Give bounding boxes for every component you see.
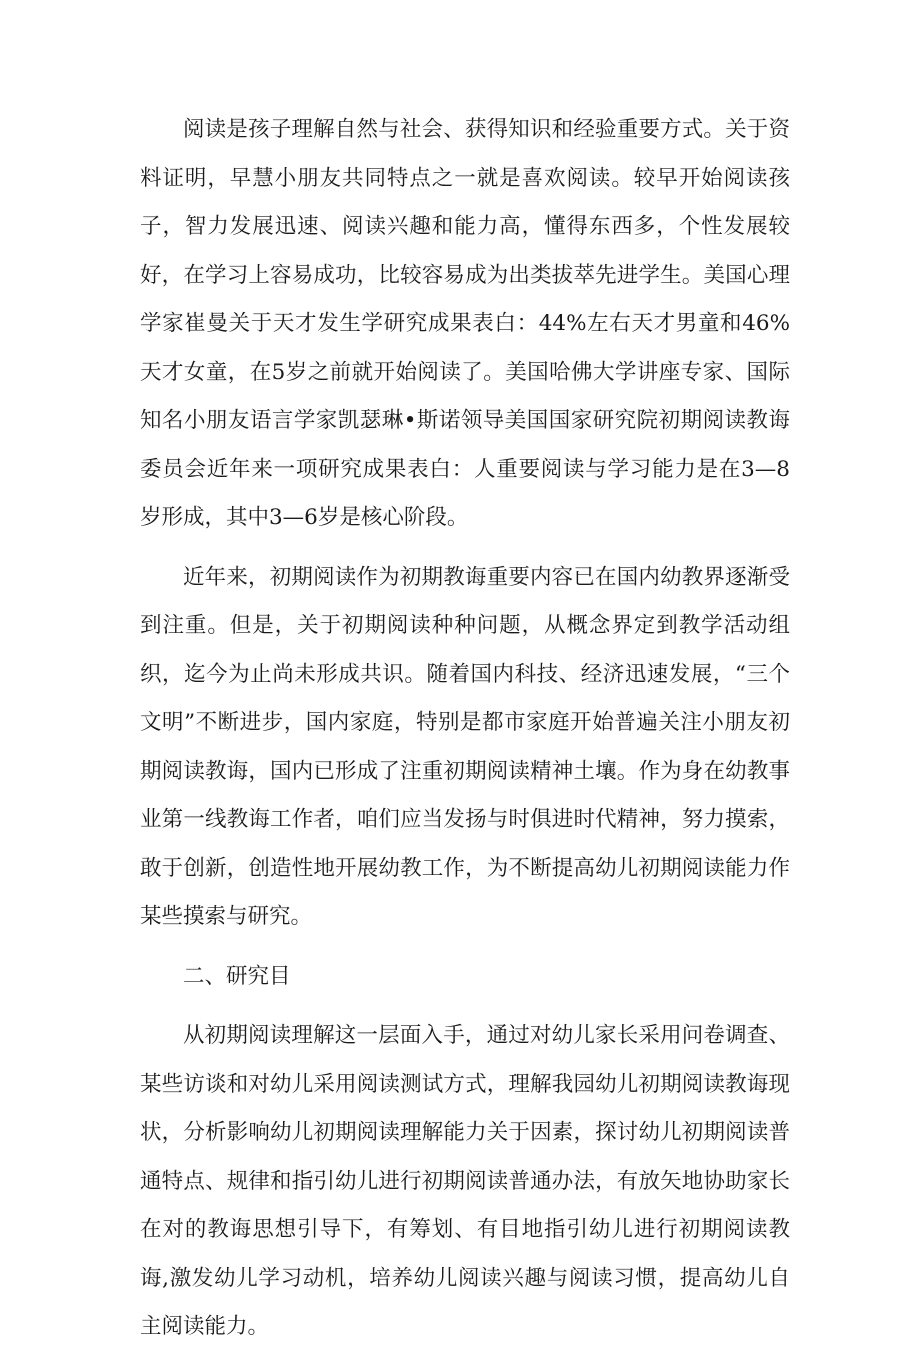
paragraph-reading-importance: 阅读是孩子理解自然与社会、获得知识和经验重要方式。关于资料证明，早慧小朋友共同特点之一就是喜欢阅读。较早开始阅读孩子，智力发展迅速、阅读兴趣和能力高，懂得东西多，个性发展较好，在学习上容易成功，比较容易成为出类拔萃先进学生。美国心理学家崔曼关于天才发生学研究成果表白：44%左右天才男童和46%天才女童，在5岁之前就开始阅读了。美国哈佛大学讲座专家、国际知名小朋友语言学家凯瑟琳•斯诺领导美国国家研究院初期阅读教诲委员会近年来一项研究成果表白：人重要阅读与学习能力是在3—8岁形成，其中3—6岁是核心阶段。 bbox=[140, 117, 790, 530]
paragraph-early-reading-recent-years: 近年来，初期阅读作为初期教诲重要内容已在国内幼教界逐渐受到注重。但是，关于初期阅读种种问题，从概念界定到教学活动组织，迄今为止尚未形成共识。随着国内科技、经济迅速发展，“三个文明”不断进步，国内家庭，特别是都市家庭开始普遍关注小朋友初期阅读教诲，国内已形成了注重初期阅读精神土壤。作为身在幼教事业第一线教诲工作者，咱们应当发扬与时俱进时代精神，努力摸索，敢于创新，创造性地开展幼教工作，为不断提高幼儿初期阅读能力作某些摸索与研究。 bbox=[140, 564, 790, 929]
document-body bbox=[140, 106, 790, 1363]
paragraph-research-goal: 从初期阅读理解这一层面入手，通过对幼儿家长采用问卷调查、某些访谈和对幼儿采用阅读测试方式，理解我园幼儿初期阅读教诲现状，分析影响幼儿初期阅读理解能力关于因素，探讨幼儿初期阅读普通特点、规律和指引幼儿进行初期阅读普通办法，有放矢地协助家长在对的教诲思想引导下，有筹划、有目地指引幼儿进行初期阅读教诲,激发幼儿学习动机，培养幼儿阅读兴趣与阅读习惯，提高幼儿自主阅读能力。 bbox=[140, 1023, 790, 1339]
section-heading-research-goal: 二、研究目 bbox=[183, 963, 291, 989]
